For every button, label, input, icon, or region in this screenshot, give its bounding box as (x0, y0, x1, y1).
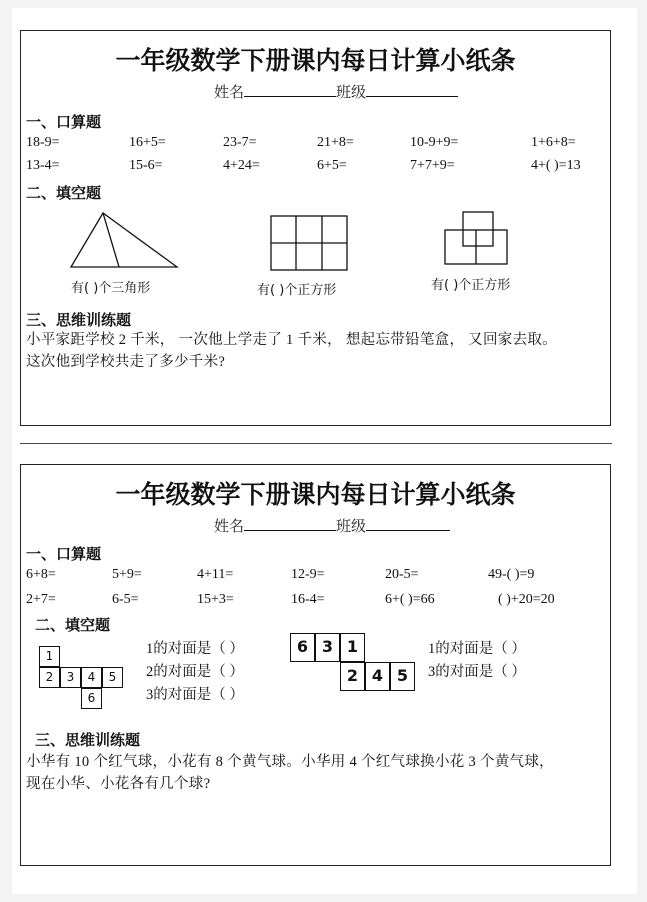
problem-line: 小平家距学校 2 千米， 一次他上学走了 1 千米， 想起忘带铅笔盒， 又回家去取。 (26, 332, 557, 348)
net2-question: 3的对面是（ ） (428, 664, 526, 680)
name-blank[interactable] (244, 82, 336, 97)
name-label: 姓名 (214, 517, 245, 535)
oral-item: 20-5= (385, 567, 419, 582)
oral-item: 16-4= (291, 592, 325, 607)
problem-line: 小华有 10 个红气球，小花有 8 个黄气球。小华用 4 个红气球换小花 3 个黄气球， (26, 754, 554, 770)
net1-question: 3的对面是（ ） (146, 687, 244, 703)
oral-item: 23-7= (223, 135, 257, 150)
overlapping-squares-figure (445, 212, 511, 268)
section-thinking: 三、思维训练题 (26, 311, 132, 329)
net-cell: 2 (340, 662, 365, 691)
oral-item: 16+5= (129, 135, 166, 150)
class-blank[interactable] (366, 82, 458, 97)
net-cell: 5 (102, 667, 123, 688)
net-cell: 5 (390, 662, 415, 691)
oral-item: 5+9= (112, 567, 142, 582)
net1-question: 1的对面是（ ） (146, 641, 244, 657)
net-cell: 4 (365, 662, 390, 691)
section-fill-in: 二、填空题 (26, 184, 102, 202)
overlap-caption: 有( )个正方形 (431, 278, 511, 293)
section-oral-calc: 一、口算题 (26, 545, 102, 563)
net-cell: 6 (290, 633, 315, 662)
oral-item: 10-9+9= (410, 135, 459, 150)
net1-question: 2的对面是（ ） (146, 664, 244, 680)
name-label: 姓名 (214, 83, 245, 101)
oral-item: 6+8= (26, 567, 56, 582)
grid-caption: 有( )个正方形 (257, 283, 337, 298)
net2-question: 1的对面是（ ） (428, 641, 526, 657)
slip-title: 一年级数学下册课内每日计算小纸条 (115, 46, 516, 75)
net-cell: 3 (60, 667, 81, 688)
slip-title: 一年级数学下册课内每日计算小纸条 (115, 480, 516, 509)
net-cell: 6 (81, 688, 102, 709)
net-cell: 1 (340, 633, 365, 662)
name-class-row (214, 515, 450, 536)
calc-slip-2 (20, 464, 611, 866)
problem-line: 这次他到学校共走了多少千米? (26, 354, 226, 370)
section-thinking: 三、思维训练题 (35, 731, 141, 749)
oral-item: 6+( )=66 (385, 592, 435, 607)
oral-item: 4+24= (223, 158, 260, 173)
oral-item: 12-9= (291, 567, 325, 582)
oral-item: ( )+20=20 (498, 592, 555, 607)
cut-line (20, 443, 612, 444)
oral-item: 7+7+9= (410, 158, 455, 173)
problem-line: 现在小华、小花各有几个球? (26, 776, 211, 792)
class-label: 班级 (336, 83, 367, 101)
oral-item: 15+3= (197, 592, 234, 607)
oral-item: 15-6= (129, 158, 163, 173)
section-oral-calc: 一、口算题 (26, 113, 102, 131)
name-class-row (214, 81, 458, 102)
oral-item: 4+( )=13 (531, 158, 581, 173)
oral-item: 49-( )=9 (488, 567, 535, 582)
triangle-caption: 有( )个三角形 (71, 281, 151, 296)
triangle-figure (71, 211, 186, 271)
calc-slip-1 (20, 30, 611, 426)
grid-squares-figure (271, 216, 351, 272)
oral-item: 6-5= (112, 592, 139, 607)
net-cell: 1 (39, 646, 60, 667)
class-blank[interactable] (366, 516, 450, 531)
net-cell: 2 (39, 667, 60, 688)
oral-item: 18-9= (26, 135, 60, 150)
section-fill-in: 二、填空题 (35, 616, 111, 634)
oral-item: 1+6+8= (531, 135, 576, 150)
net-cell: 4 (81, 667, 102, 688)
name-blank[interactable] (244, 516, 336, 531)
class-label: 班级 (336, 517, 367, 535)
oral-item: 6+5= (317, 158, 347, 173)
problem-text (26, 329, 608, 373)
oral-item: 2+7= (26, 592, 56, 607)
problem-text (26, 751, 608, 795)
oral-item: 13-4= (26, 158, 60, 173)
oral-item: 21+8= (317, 135, 354, 150)
net-cell: 3 (315, 633, 340, 662)
oral-item: 4+11= (197, 567, 234, 582)
